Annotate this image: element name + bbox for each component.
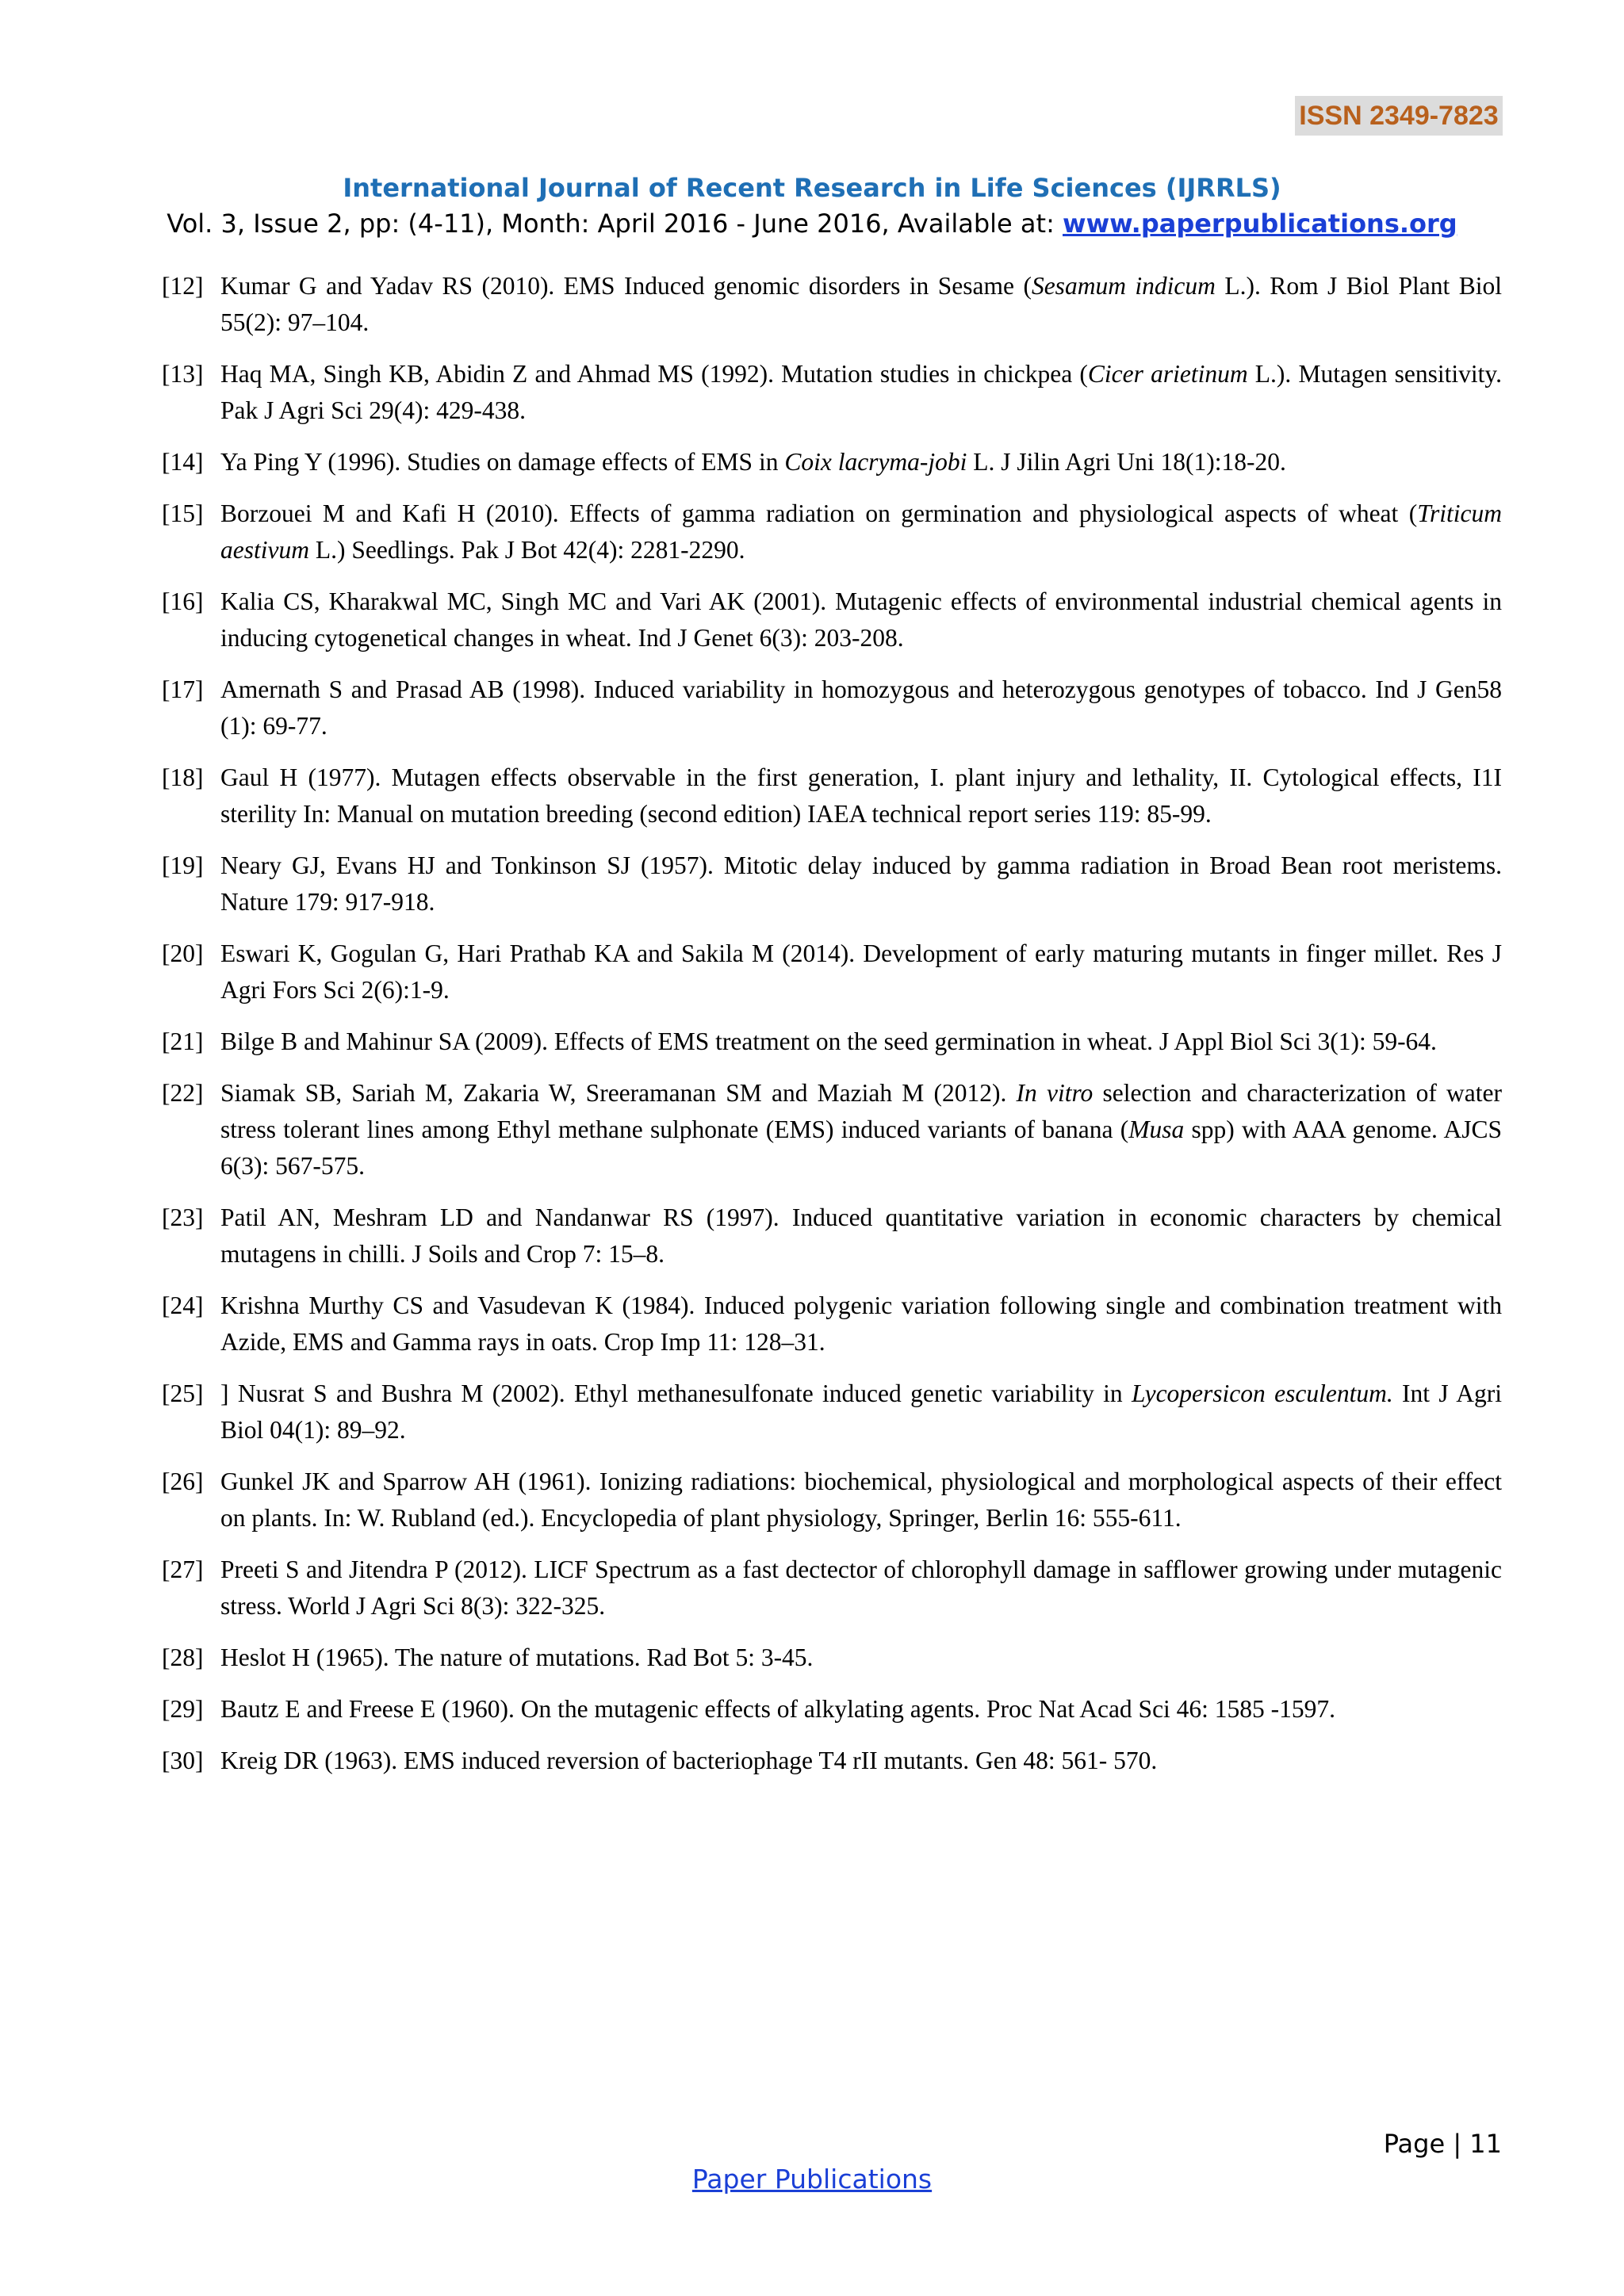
reference-number: [16]: [162, 587, 204, 615]
reference-text: [220, 848, 1502, 920]
reference-segment: L.) Seedlings. Pak J Bot 42(4): 2281-2290.: [308, 536, 745, 564]
reference-item: [162, 1743, 1502, 1779]
reference-text: [220, 1376, 1502, 1448]
reference-item: [162, 848, 1502, 920]
reference-text: [220, 672, 1502, 744]
reference-item: [162, 1640, 1502, 1676]
reference-text: [220, 1552, 1502, 1624]
reference-number: [25]: [162, 1380, 204, 1407]
page-number: Page | 11: [1383, 2129, 1502, 2159]
reference-text: [220, 1691, 1502, 1728]
reference-text: [220, 444, 1502, 480]
reference-text: [220, 356, 1502, 429]
reference-text: [220, 1024, 1502, 1060]
reference-item: [162, 1691, 1502, 1728]
reference-number: [13]: [162, 360, 204, 388]
reference-number: [20]: [162, 939, 204, 967]
species-name: Musa: [1128, 1115, 1185, 1143]
reference-segment: Neary GJ, Evans HJ and Tonkinson SJ (1957). Mitotic delay induced by gamma radiation in Broad Bean root meristems. Nature 179: 917-918.: [220, 851, 1502, 916]
reference-text: [220, 1075, 1502, 1184]
reference-segment: Int J Agri Biol 04(1): 89–92.: [220, 1380, 1502, 1444]
reference-number: [26]: [162, 1468, 204, 1495]
reference-number: [28]: [162, 1644, 204, 1671]
reference-segment: Krishna Murthy CS and Vasudevan K (1984). Induced polygenic variation following single and combination treatment with Azide, EMS and Gamma rays in oats. Crop Imp 11: 128–31.: [220, 1292, 1502, 1356]
reference-number: [15]: [162, 499, 204, 527]
reference-number: [27]: [162, 1556, 204, 1583]
reference-item: [162, 1075, 1502, 1184]
reference-text: [220, 936, 1502, 1008]
reference-segment: Siamak SB, Sariah M, Zakaria W, Sreeramanan SM and Maziah M (2012).: [220, 1079, 1017, 1107]
reference-number: [14]: [162, 448, 204, 476]
reference-item: [162, 1288, 1502, 1360]
reference-number: [22]: [162, 1079, 204, 1107]
reference-segment: Eswari K, Gogulan G, Hari Prathab KA and Sakila M (2014). Development of early maturing mutants in finger millet. Res J Agri Fors Sci 2(6):1-9.: [220, 939, 1502, 1004]
reference-segment: Kreig DR (1963). EMS induced reversion of bacteriophage T4 rII mutants. Gen 48: 561- 570.: [220, 1747, 1158, 1774]
reference-segment: ] Nusrat S and Bushra M (2002). Ethyl methanesulfonate induced genetic variability in: [220, 1380, 1132, 1407]
reference-item: [162, 672, 1502, 744]
reference-segment: Haq MA, Singh KB, Abidin Z and Ahmad MS (1992). Mutation studies in chickpea (: [220, 360, 1088, 388]
species-name: Coix lacryma-jobi: [784, 448, 967, 476]
reference-segment: Kumar G and Yadav RS (2010). EMS Induced genomic disorders in Sesame (: [220, 272, 1032, 300]
publisher-link[interactable]: Paper Publications: [691, 2164, 933, 2195]
volume-info: [0, 209, 1624, 239]
reference-number: [17]: [162, 675, 204, 703]
reference-item: [162, 1464, 1502, 1536]
reference-list: [162, 268, 1502, 1794]
reference-number: [12]: [162, 272, 204, 300]
species-name: In vitro: [1016, 1079, 1094, 1107]
reference-segment: Bilge B and Mahinur SA (2009). Effects of EMS treatment on the seed germination in wheat. J Appl Biol Sci 3(1): 59-64.: [220, 1027, 1437, 1055]
reference-number: [19]: [162, 851, 204, 879]
reference-segment: Gunkel JK and Sparrow AH (1961). Ionizing radiations: biochemical, physiological and morphological aspects of their effect on plants. In: W. Rubland (ed.). Encyclopedia of plant physiology, Springer, Berlin 16: 555-611.: [220, 1468, 1502, 1532]
reference-segment: Borzouei M and Kafi H (2010). Effects of gamma radiation on germination and physiological aspects of wheat (: [220, 499, 1418, 527]
reference-item: [162, 1200, 1502, 1272]
species-name: Cicer arietinum: [1087, 360, 1248, 388]
species-name: Sesamum indicum: [1031, 272, 1216, 300]
reference-item: [162, 356, 1502, 429]
reference-number: [18]: [162, 763, 204, 791]
reference-item: [162, 1552, 1502, 1624]
reference-segment: L. J Jilin Agri Uni 18(1):18-20.: [967, 448, 1286, 476]
reference-text: [220, 1743, 1502, 1779]
reference-segment: L.). Rom J Biol Plant Biol 55(2): 97–104.: [220, 272, 1502, 336]
reference-segment: spp) with AAA genome. AJCS 6(3): 567-575.: [220, 1115, 1503, 1180]
website-link[interactable]: www.paperpublications.org: [1063, 209, 1457, 239]
reference-number: [24]: [162, 1292, 204, 1319]
journal-title: International Journal of Recent Research in Life Sciences (IJRRLS): [343, 173, 1281, 203]
reference-segment: Kalia CS, Kharakwal MC, Singh MC and Vari AK (2001). Mutagenic effects of environmental industrial chemical agents in inducing cytogenetical changes in wheat. Ind J Genet 6(3): 203-208.: [220, 587, 1502, 652]
species-name: Triticum aestivum: [220, 499, 1502, 564]
reference-item: [162, 496, 1502, 568]
reference-segment: selection and characterization of water stress tolerant lines among Ethyl methane sulphonate (EMS) induced variants of banana (: [220, 1079, 1502, 1143]
reference-text: [220, 760, 1502, 832]
reference-item: [162, 584, 1502, 656]
reference-item: [162, 268, 1502, 341]
reference-item: [162, 1024, 1502, 1060]
reference-segment: Ya Ping Y (1996). Studies on damage effects of EMS in: [220, 448, 785, 476]
reference-segment: Amernath S and Prasad AB (1998). Induced variability in homozygous and heterozygous genotypes of tobacco. Ind J Gen58 (1): 69-77.: [220, 675, 1502, 740]
reference-segment: Patil AN, Meshram LD and Nandanwar RS (1997). Induced quantitative variation in economic characters by chemical mutagens in chilli. J Soils and Crop 7: 15–8.: [220, 1203, 1502, 1268]
reference-segment: Heslot H (1965). The nature of mutations. Rad Bot 5: 3-45.: [220, 1644, 814, 1671]
reference-item: [162, 760, 1502, 832]
reference-segment: Gaul H (1977). Mutagen effects observable in the first generation, I. plant injury and lethality, II. Cytological effects, I1I sterility In: Manual on mutation breeding (second edition) IAEA technical report series 119: 85-99.: [220, 763, 1502, 828]
species-name: Lycopersicon esculentum.: [1132, 1380, 1393, 1407]
reference-text: [220, 268, 1502, 341]
volume-text: Vol. 3, Issue 2, pp: (4-11), Month: April 2016 - June 2016, Available at:: [167, 209, 1063, 239]
reference-item: [162, 936, 1502, 1008]
reference-text: [220, 496, 1502, 568]
reference-text: [220, 584, 1502, 656]
reference-number: [29]: [162, 1695, 204, 1723]
issn-badge: ISSN 2349-7823: [1295, 96, 1503, 136]
reference-text: [220, 1640, 1502, 1676]
reference-text: [220, 1200, 1502, 1272]
reference-item: [162, 444, 1502, 480]
reference-text: [220, 1464, 1502, 1536]
reference-number: [23]: [162, 1203, 204, 1231]
reference-segment: Preeti S and Jitendra P (2012). LICF Spectrum as a fast dectector of chlorophyll damage in safflower growing under mutagenic stress. World J Agri Sci 8(3): 322-325.: [220, 1556, 1502, 1620]
reference-item: [162, 1376, 1502, 1448]
reference-text: [220, 1288, 1502, 1360]
reference-segment: Bautz E and Freese E (1960). On the mutagenic effects of alkylating agents. Proc Nat Acad Sci 46: 1585 -1597.: [220, 1695, 1336, 1723]
reference-number: [30]: [162, 1747, 204, 1774]
reference-number: [21]: [162, 1027, 204, 1055]
reference-segment: L.). Mutagen sensitivity. Pak J Agri Sci 29(4): 429-438.: [220, 360, 1502, 424]
